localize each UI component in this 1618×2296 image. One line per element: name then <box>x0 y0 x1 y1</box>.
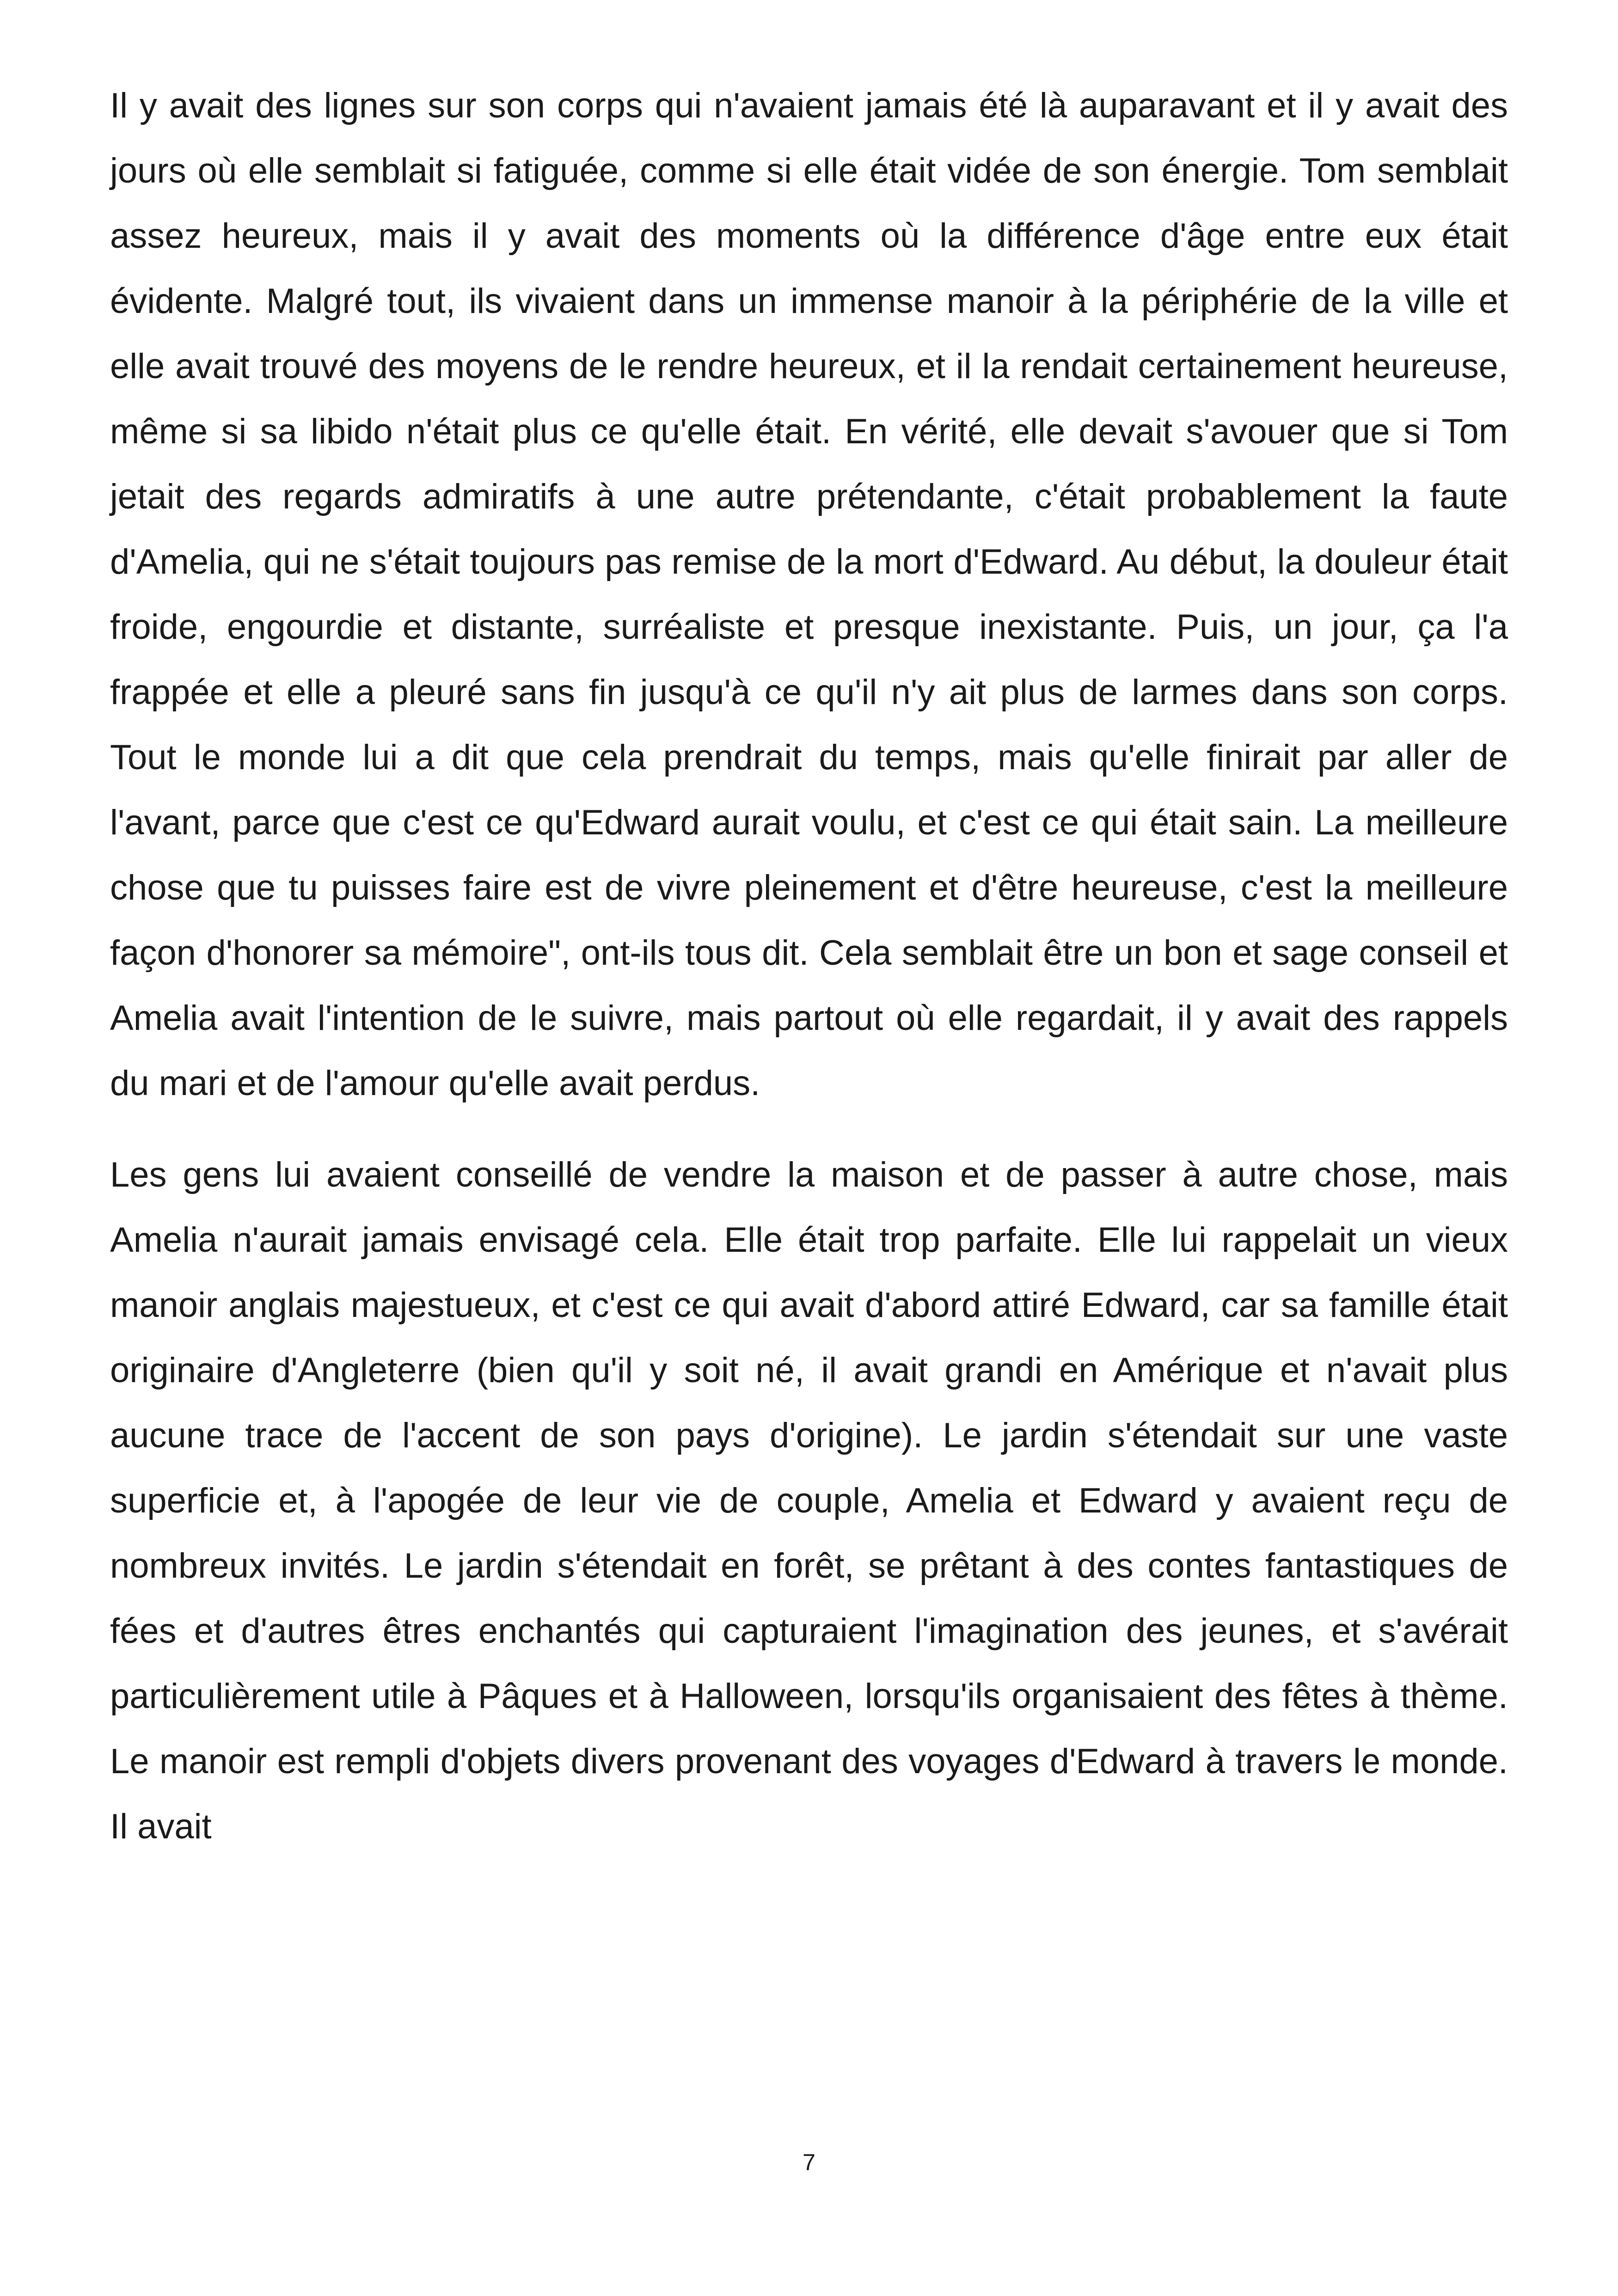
paragraph-1: Il y avait des lignes sur son corps qui n'avaient jamais été là auparavant et il y avait des jours où elle semblait si fatiguée, comme si elle était vidée de son énergie. Tom semblait assez heureux, mais il y avait des moments où la différence d'âge entre eux était évidente. Malgré tout, ils vivaient dans un immense manoir à la périphérie de la ville et elle avait trouvé des moyens de le rendre heureux, et il la rendait certainement heureuse, même si sa libido n'était plus ce qu'elle était. En vérité, elle devait s'avouer que si Tom jetait des regards admiratifs à une autre prétendante, c'était probablement la faute d'Amelia, qui ne s'était toujours pas remise de la mort d'Edward. Au début, la douleur était froide, engourdie et distante, surréaliste et presque inexistante. Puis, un jour, ça l'a frappée et elle a pleuré sans fin jusqu'à ce qu'il n'y ait plus de larmes dans son corps. Tout le monde lui a dit que cela prendrait du temps, mais qu'elle finirait par aller de l'avant, parce que c'est ce qu'Edward aurait voulu, et c'est ce qui était sain. La meilleure chose que tu puisses faire est de vivre pleinement et d'être heureuse, c'est la meilleure façon d'honorer sa mémoire", ont-ils tous dit. Cela semblait être un bon et sage conseil et Amelia avait l'intention de le suivre, mais partout où elle regardait, il y avait des rappels du mari et de l'amour qu'elle avait perdus. <box>110 86 1508 1103</box>
page-number: 7 <box>803 2149 815 2175</box>
body-text <box>110 73 1508 1859</box>
paragraph-2: Les gens lui avaient conseillé de vendre la maison et de passer à autre chose, mais Amelia n'aurait jamais envisagé cela. Elle était trop parfaite. Elle lui rappelait un vieux manoir anglais majestueux, et c'est ce qui avait d'abord attiré Edward, car sa famille était originaire d'Angleterre (bien qu'il y soit né, il avait grandi en Amérique et n'avait plus aucune trace de l'accent de son pays d'origine). Le jardin s'étendait sur une vaste superficie et, à l'apogée de leur vie de couple, Amelia et Edward y avaient reçu de nombreux invités. Le jardin s'étendait en forêt, se prêtant à des contes fantastiques de fées et d'autres êtres enchantés qui capturaient l'imagination des jeunes, et s'avérait particulièrement utile à Pâques et à Halloween, lorsqu'ils organisaient des fêtes à thème. Le manoir est rempli d'objets divers provenant des voyages d'Edward à travers le monde. Il avait <box>110 1155 1508 1846</box>
